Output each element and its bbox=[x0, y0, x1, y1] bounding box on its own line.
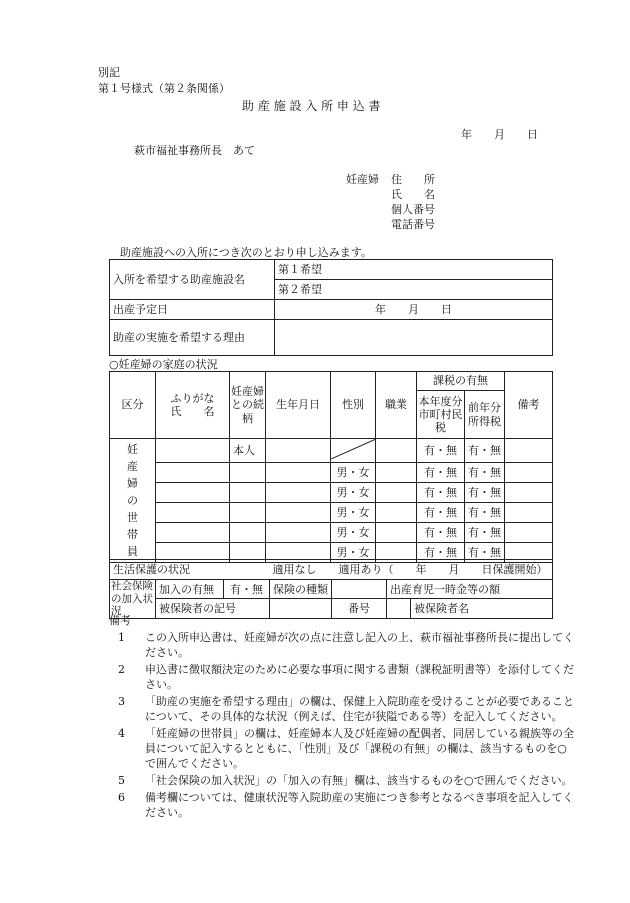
note-item bbox=[118, 726, 576, 771]
note-text: 備考欄については、健康状況等入院助産の実施につき参考となるべき事項を記入してください。 bbox=[145, 791, 574, 819]
header-remarks: 備考 bbox=[505, 372, 553, 439]
member-job-cell[interactable] bbox=[376, 483, 417, 503]
insured-symbol-field[interactable] bbox=[270, 599, 332, 618]
due-date-label: 出産予定日 bbox=[110, 300, 275, 320]
note-text: この入所申込書は、妊産婦が次の点に注意し記入の上、萩市福祉事務所長に提出してください。 bbox=[145, 631, 574, 659]
insured-symbol-label: 被保険者の記号 bbox=[156, 599, 270, 618]
member-birth-cell[interactable] bbox=[266, 523, 331, 543]
intro-text: 助産施設への入所につき次のとおり申し込みます。 bbox=[120, 246, 372, 259]
facility-hope-label: 入所を希望する助産施設名 bbox=[110, 260, 275, 300]
family-table bbox=[109, 371, 553, 563]
header-birth: 生年月日 bbox=[266, 372, 331, 439]
member-tax-city[interactable]: 有・無 bbox=[417, 543, 465, 563]
note-text: 申込書に徴収額決定のために必要な事項に関する書類（課税証明書等）を添付してください。 bbox=[145, 663, 574, 691]
member-name-cell[interactable] bbox=[156, 439, 230, 463]
notes-list bbox=[118, 630, 576, 820]
member-birth-cell[interactable] bbox=[266, 503, 331, 523]
note-item bbox=[118, 694, 576, 724]
due-date-field[interactable]: 年 月 日 bbox=[275, 300, 553, 320]
addressee: 萩市福祉事務所長 あて bbox=[134, 144, 255, 157]
insured-number-label: 番号 bbox=[332, 599, 387, 618]
member-tax-income[interactable]: 有・無 bbox=[465, 543, 505, 563]
insurance-joined-value[interactable]: 有・無 bbox=[224, 580, 270, 599]
member-birth-cell[interactable] bbox=[266, 483, 331, 503]
notes-title: 備考 bbox=[109, 614, 131, 627]
insured-number-field[interactable] bbox=[387, 599, 411, 618]
member-name-cell[interactable] bbox=[156, 523, 230, 543]
member-tax-city[interactable]: 有・無 bbox=[417, 439, 465, 463]
applicant-label: 妊産婦 bbox=[346, 173, 379, 186]
note-item bbox=[118, 630, 576, 660]
applicant-phone-label: 電話番号 bbox=[391, 218, 435, 231]
member-tax-city[interactable]: 有・無 bbox=[417, 503, 465, 523]
member-tax-city[interactable]: 有・無 bbox=[417, 483, 465, 503]
member-sex-cell[interactable]: 男・女 bbox=[331, 503, 376, 523]
header-tax-city: 本年度分市町村民税 bbox=[417, 391, 465, 439]
note-text: 「妊産婦の世帯員」の欄は、妊産婦本人及び妊産婦の配偶者、同居している親族等の全員について記入するとともに、「性別」及び「課税の有無」の欄は、該当するものを○で囲んでください。 bbox=[145, 727, 574, 770]
header-relation: 妊産婦との続柄 bbox=[230, 372, 266, 439]
member-birth-cell[interactable] bbox=[266, 463, 331, 483]
header-name: ふりがな 氏 名 bbox=[156, 372, 230, 439]
note-number: 1 bbox=[118, 631, 125, 644]
reason-field[interactable] bbox=[275, 320, 553, 356]
member-sex-cell[interactable]: 男・女 bbox=[331, 543, 376, 563]
note-number: 2 bbox=[118, 663, 125, 676]
note-item bbox=[118, 773, 576, 788]
member-tax-income[interactable]: 有・無 bbox=[465, 483, 505, 503]
member-tax-income[interactable]: 有・無 bbox=[465, 463, 505, 483]
reason-label: 助産の実施を希望する理由 bbox=[110, 320, 275, 356]
first-choice-field[interactable]: 第１希望 bbox=[275, 260, 553, 280]
member-relation-cell[interactable] bbox=[230, 503, 266, 523]
member-job-cell[interactable] bbox=[376, 503, 417, 523]
member-remarks-cell[interactable] bbox=[505, 439, 553, 463]
member-name-cell[interactable] bbox=[156, 463, 230, 483]
welfare-not-applied[interactable]: 適用なし bbox=[272, 562, 317, 576]
member-sex-cell[interactable]: 男・女 bbox=[331, 523, 376, 543]
member-name-cell[interactable] bbox=[156, 483, 230, 503]
family-section-title: ○妊産婦の家庭の状況 bbox=[109, 358, 218, 371]
slash-icon bbox=[331, 439, 376, 459]
member-remarks-cell[interactable] bbox=[505, 463, 553, 483]
member-relation-cell[interactable]: 本人 bbox=[230, 439, 266, 463]
note-item bbox=[118, 790, 576, 820]
member-tax-city[interactable]: 有・無 bbox=[417, 523, 465, 543]
note-number: 5 bbox=[118, 774, 125, 787]
insurance-type-field[interactable] bbox=[332, 580, 387, 599]
member-tax-income[interactable]: 有・無 bbox=[465, 503, 505, 523]
form-number: 第１号様式（第２条関係） bbox=[98, 82, 230, 95]
note-text: 「社会保険の加入状況」の「加入の有無」欄は、該当するものを○で囲んでください。 bbox=[145, 774, 573, 787]
lump-sum-label: 出産育児一時金等の額 bbox=[387, 580, 553, 599]
date-line: 年 月 日 bbox=[461, 128, 538, 141]
member-relation-cell[interactable] bbox=[230, 483, 266, 503]
member-sex-cell[interactable]: 男・女 bbox=[331, 483, 376, 503]
note-number: 4 bbox=[118, 727, 125, 740]
member-remarks-cell[interactable] bbox=[505, 483, 553, 503]
insurance-table bbox=[109, 559, 553, 619]
note-number: 6 bbox=[118, 791, 125, 804]
header-sex: 性別 bbox=[331, 372, 376, 439]
note-item bbox=[118, 662, 576, 692]
header-job: 職業 bbox=[376, 372, 417, 439]
welfare-label: 生活保護の状況 bbox=[110, 560, 270, 580]
member-tax-income[interactable]: 有・無 bbox=[465, 523, 505, 543]
member-tax-income[interactable]: 有・無 bbox=[465, 439, 505, 463]
insurance-type-label: 保険の種類 bbox=[270, 580, 332, 599]
member-sex-cell-slashed bbox=[331, 439, 376, 463]
note-text: 「助産の実施を希望する理由」の欄は、保健上入院助産を受けることが必要であることについて、その具体的な状況（例えば、住宅が狭隘である等）を記入してください。 bbox=[145, 695, 574, 723]
applicant-name-label: 氏 名 bbox=[391, 188, 435, 201]
second-choice-field[interactable]: 第２希望 bbox=[275, 280, 553, 300]
member-sex-cell[interactable]: 男・女 bbox=[331, 463, 376, 483]
insurance-label: 社会保険の加入状況 bbox=[110, 580, 156, 619]
member-remarks-cell[interactable] bbox=[505, 523, 553, 543]
member-remarks-cell[interactable] bbox=[505, 503, 553, 523]
member-birth-cell[interactable] bbox=[266, 439, 331, 463]
annex-label: 別記 bbox=[98, 66, 120, 79]
insured-name-label: 被保険者名 bbox=[411, 599, 553, 618]
header-tax-income: 前年分所得税 bbox=[465, 391, 505, 439]
member-relation-cell[interactable] bbox=[230, 463, 266, 483]
welfare-status[interactable] bbox=[270, 560, 553, 580]
page-title: 助 産 施 設 入 所 申 込 書 bbox=[242, 99, 381, 113]
applicant-mynumber-label: 個人番号 bbox=[391, 203, 435, 216]
insurance-joined-label: 加入の有無 bbox=[156, 580, 224, 599]
header-tax-group: 課税の有無 bbox=[417, 372, 505, 391]
header-kubun: 区分 bbox=[110, 372, 156, 439]
member-relation-cell[interactable] bbox=[230, 523, 266, 543]
member-job-cell[interactable] bbox=[376, 523, 417, 543]
member-tax-city[interactable]: 有・無 bbox=[417, 463, 465, 483]
member-job-cell[interactable] bbox=[376, 463, 417, 483]
household-group-label: 妊産婦の世帯員 bbox=[110, 439, 156, 563]
facility-table bbox=[109, 259, 553, 356]
member-job-cell[interactable] bbox=[376, 439, 417, 463]
applicant-address-label: 住 所 bbox=[391, 173, 435, 186]
member-name-cell[interactable] bbox=[156, 503, 230, 523]
welfare-applied[interactable]: 適用あり（ 年 月 日保護開始） bbox=[338, 562, 548, 576]
note-number: 3 bbox=[118, 695, 125, 708]
